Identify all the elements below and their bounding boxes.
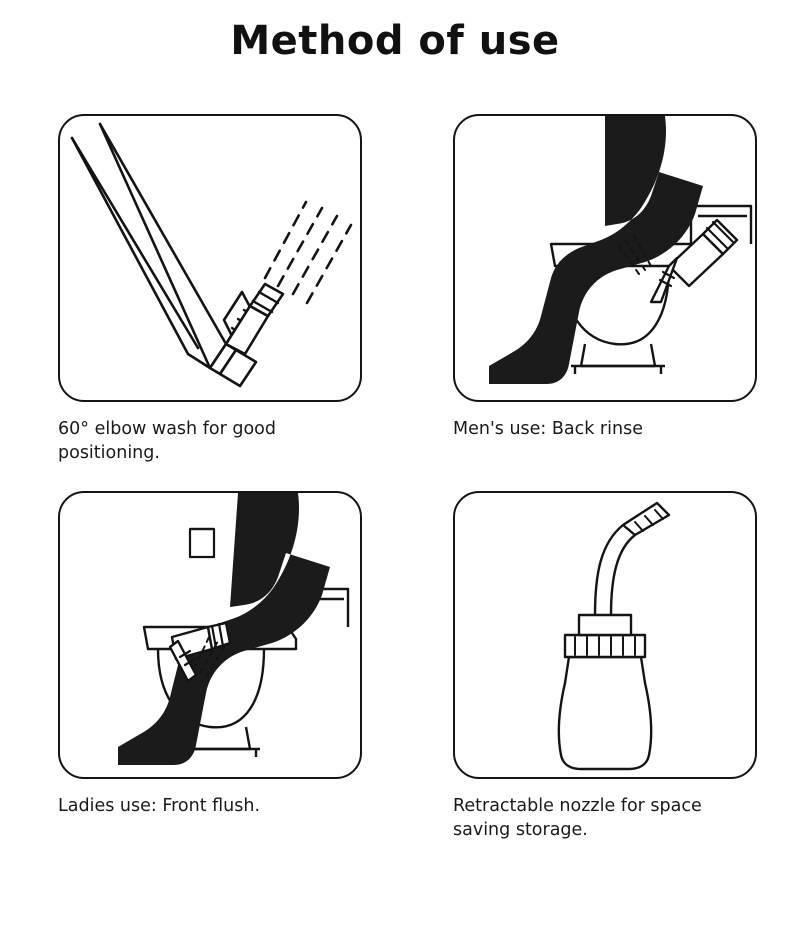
panel-caption-3: Ladies use: Front flush. <box>58 796 261 817</box>
spray-nozzle-60-degree-icon <box>60 116 360 400</box>
page-title: Method of use <box>230 18 560 64</box>
panel-elbow-wash <box>58 114 362 402</box>
panel-caption-1: 60° elbow wash for good positioning. <box>58 419 276 463</box>
panel-cell-3 <box>0 465 395 842</box>
panel-caption-2: Men's use: Back rinse <box>453 419 643 439</box>
bottle-retractable-nozzle-icon <box>455 493 755 777</box>
panel-cell-4 <box>395 465 790 842</box>
panel-mens-use <box>453 114 757 402</box>
panel-grid <box>0 114 790 843</box>
panel-cell-1 <box>0 114 395 465</box>
person-seated-back-rinse-icon <box>455 116 755 400</box>
panel-ladies-use <box>58 491 362 779</box>
method-of-use-page <box>0 18 790 927</box>
panel-caption-4: Retractable nozzle for space saving storage. <box>453 796 702 840</box>
person-seated-front-flush-icon <box>60 493 360 777</box>
panel-cell-2 <box>395 114 790 465</box>
panel-retractable-nozzle <box>453 491 757 779</box>
